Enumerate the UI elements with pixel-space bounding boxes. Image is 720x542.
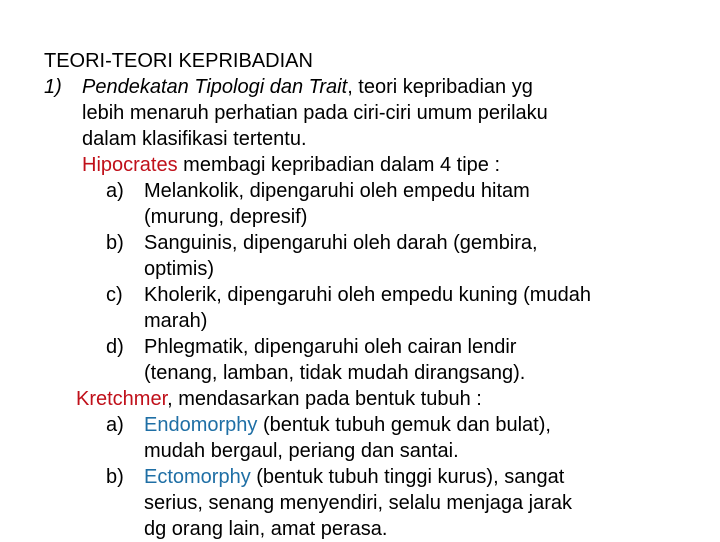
- list-marker: c): [106, 284, 123, 306]
- list-item-text: Melankolik, dipengaruhi oleh empedu hitam: [144, 180, 530, 202]
- list-marker: a): [106, 414, 124, 436]
- list-item-text: (tenang, lamban, tidak mudah dirangsang).: [144, 362, 526, 384]
- list-item-text: marah): [144, 310, 208, 332]
- list-marker: b): [106, 232, 124, 254]
- list-item-text: Sanguinis, dipengaruhi oleh darah (gembira,: [144, 232, 538, 254]
- list-marker-1: 1): [44, 76, 62, 98]
- list-item-text: (murung, depresif): [144, 206, 308, 228]
- section-heading-rest: , teori kepribadian yg: [347, 76, 533, 98]
- list-item-text: dg orang lain, amat perasa.: [144, 518, 388, 540]
- list-marker: b): [106, 466, 124, 488]
- list-item-text: mudah bergaul, periang dan santai.: [144, 440, 459, 462]
- list-item-text: serius, senang menyendiri, selalu menjaga jarak: [144, 492, 573, 514]
- list-marker: d): [106, 336, 124, 358]
- hipocrates-intro-rest: membagi kepribadian dalam 4 tipe :: [177, 154, 501, 176]
- kretchmer-intro-rest: , mendasarkan pada bentuk tubuh :: [167, 388, 482, 410]
- kretchmer-name: Kretchmer: [76, 388, 168, 410]
- section-desc-line: dalam klasifikasi tertentu.: [82, 128, 307, 150]
- slide-title: TEORI-TEORI KEPRIBADIAN: [44, 50, 313, 72]
- hipocrates-intro: [82, 152, 500, 178]
- section-heading: [82, 74, 533, 100]
- kretchmer-intro: [76, 386, 482, 412]
- body-type-desc: (bentuk tubuh tinggi kurus), sangat: [250, 466, 565, 488]
- list-item-text: Kholerik, dipengaruhi oleh empedu kuning (mudah: [144, 284, 591, 306]
- body-type-term: Ectomorphy: [144, 466, 251, 488]
- list-item-text: [144, 464, 564, 490]
- section-desc-line: lebih menaruh perhatian pada ciri-ciri umum perilaku: [82, 102, 548, 124]
- list-marker: a): [106, 180, 124, 202]
- list-item-text: [144, 412, 551, 438]
- hipocrates-name: Hipocrates: [82, 154, 178, 176]
- body-type-term: Endomorphy: [144, 414, 258, 436]
- list-item-text: Phlegmatik, dipengaruhi oleh cairan lendir: [144, 336, 517, 358]
- body-type-desc: (bentuk tubuh gemuk dan bulat),: [257, 414, 551, 436]
- list-item-text: optimis): [144, 258, 215, 280]
- section-heading-title: Pendekatan Tipologi dan Trait: [82, 76, 348, 98]
